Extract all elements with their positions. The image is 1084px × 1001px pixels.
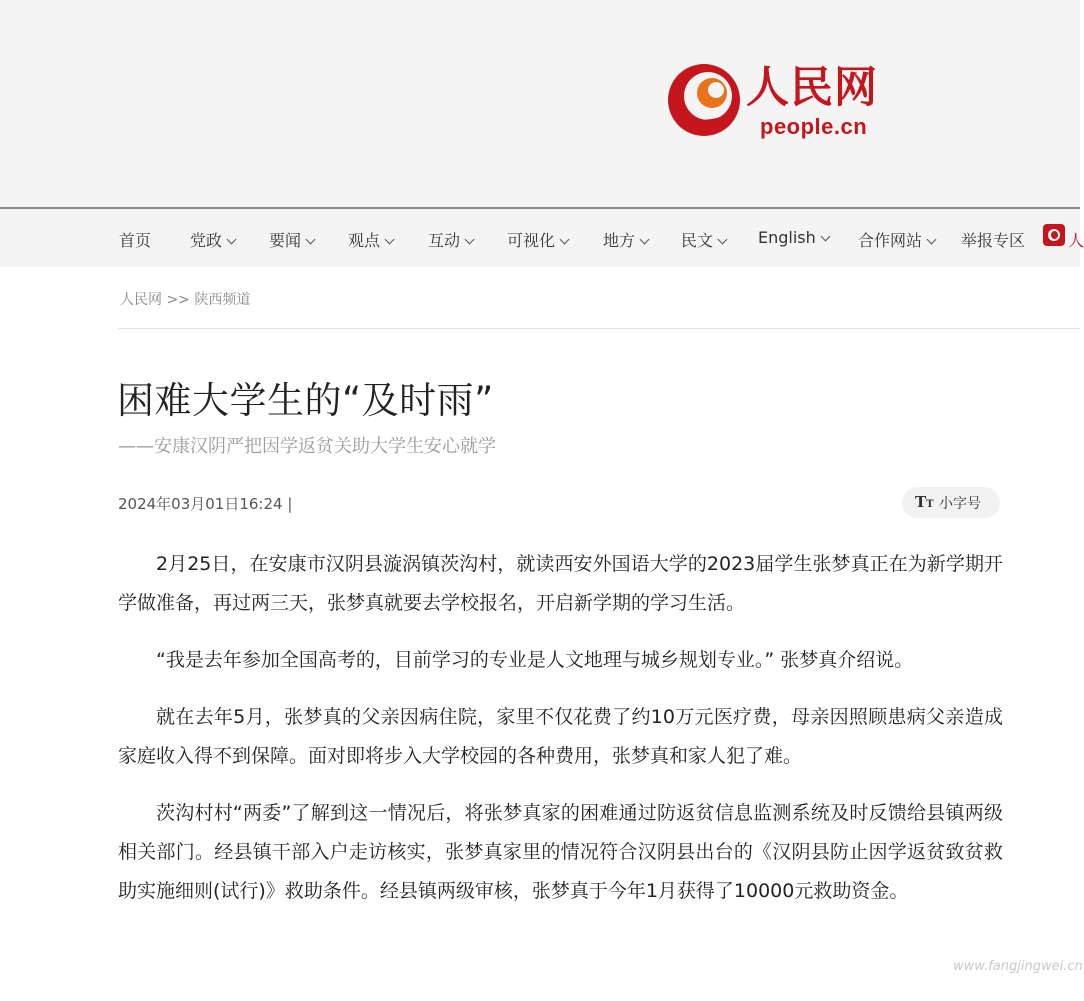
meta-separator: |: [287, 495, 293, 513]
breadcrumb-divider: [118, 328, 1080, 329]
article-subtitle: ——安康汉阴严把因学返贫关助大学生安心就学: [118, 436, 496, 457]
nav-label: English: [758, 228, 816, 247]
nav-label: 可视化: [507, 231, 556, 250]
nav-item-local[interactable]: [603, 228, 648, 251]
nav-label: 地方: [603, 231, 636, 250]
nav-item-visual[interactable]: [507, 228, 568, 251]
site-header: [0, 0, 1080, 207]
nav-label: 举报专区: [961, 231, 1026, 250]
nav-item-home[interactable]: [119, 228, 151, 251]
people-app-icon[interactable]: [1043, 224, 1065, 246]
nav-item-english[interactable]: [758, 228, 829, 247]
chevron-down-icon: [560, 235, 570, 245]
article-title: 困难大学生的“及时雨”: [117, 379, 494, 422]
chevron-down-icon: [718, 235, 728, 245]
breadcrumb-separator: >>: [166, 292, 190, 308]
chevron-down-icon: [640, 235, 650, 245]
nav-label: 互动: [428, 231, 461, 250]
nav-item-report[interactable]: [961, 228, 1025, 251]
nav-item-ethnic[interactable]: [681, 228, 726, 251]
nav-label: 观点: [348, 231, 381, 250]
font-size-toggle-label: 小字号: [939, 496, 981, 512]
site-logo[interactable]: [664, 52, 894, 147]
watermark: www.fangjingwei.cn: [953, 959, 1083, 974]
text-size-icon: TT: [915, 493, 934, 511]
article-paragraph: 就在去年5月，张梦真的父亲因病住院，家里不仅花费了约10万元医疗费，母亲因照顾患病父亲造成家庭收入得不到保障。面对即将步入大学校园的各种费用，张梦真和家人犯了难。: [118, 706, 1003, 767]
nav-item-opinion[interactable]: [348, 228, 393, 251]
font-size-toggle-button[interactable]: [902, 487, 1000, 518]
nav-label: 民文: [681, 231, 714, 250]
chevron-down-icon: [927, 235, 937, 245]
people-logo-icon: [664, 60, 744, 140]
nav-item-partners[interactable]: [858, 228, 935, 251]
nav-item-interact[interactable]: [428, 228, 473, 251]
publish-datetime: 2024年03月01日16:24: [118, 495, 283, 513]
breadcrumb-channel-link[interactable]: 陕西频道: [194, 292, 251, 308]
nav-item-party-gov[interactable]: [190, 228, 235, 251]
chevron-down-icon: [820, 232, 830, 242]
main-nav: [0, 209, 1080, 267]
article-paragraph: 茨沟村村“两委”了解到这一情况后，将张梦真家的困难通过防返贫信息监测系统及时反馈给县镇两级相关部门。经县镇干部入户走访核实，张梦真家里的情况符合汉阴县出台的《汉阴县防止因学返贫致贫救助实施细则(试行)》救助条件。经县镇两级审核，张梦真于今年1月获得了10000元救助资金。: [118, 802, 1003, 902]
chevron-down-icon: [465, 235, 475, 245]
nav-label: 首页: [119, 231, 152, 250]
chevron-down-icon: [385, 235, 395, 245]
chevron-down-icon: [227, 235, 237, 245]
logo-english-text: people.cn: [760, 114, 868, 139]
nav-label: 要闻: [269, 231, 302, 250]
article-meta: [118, 493, 292, 514]
nav-item-news[interactable]: [269, 228, 314, 251]
logo-chinese-text: 人民网: [746, 63, 878, 113]
article-paragraph: 2月25日，在安康市汉阴县漩涡镇茨沟村，就读西安外国语大学的2023届学生张梦真正在为新学期开学做准备，再过两三天，张梦真就要去学校报名，开启新学期的学习生活。: [118, 553, 1003, 614]
nav-app-label[interactable]: 人: [1068, 231, 1084, 250]
chevron-down-icon: [306, 235, 316, 245]
nav-label: 党政: [190, 231, 223, 250]
breadcrumb: [120, 289, 250, 309]
nav-label: 合作网站: [858, 231, 923, 250]
article-paragraph: “我是去年参加全国高考的，目前学习的专业是人文地理与城乡规划专业。” 张梦真介绍说。: [156, 649, 914, 671]
breadcrumb-home-link[interactable]: 人民网: [120, 292, 162, 308]
article-body: [118, 545, 1003, 929]
